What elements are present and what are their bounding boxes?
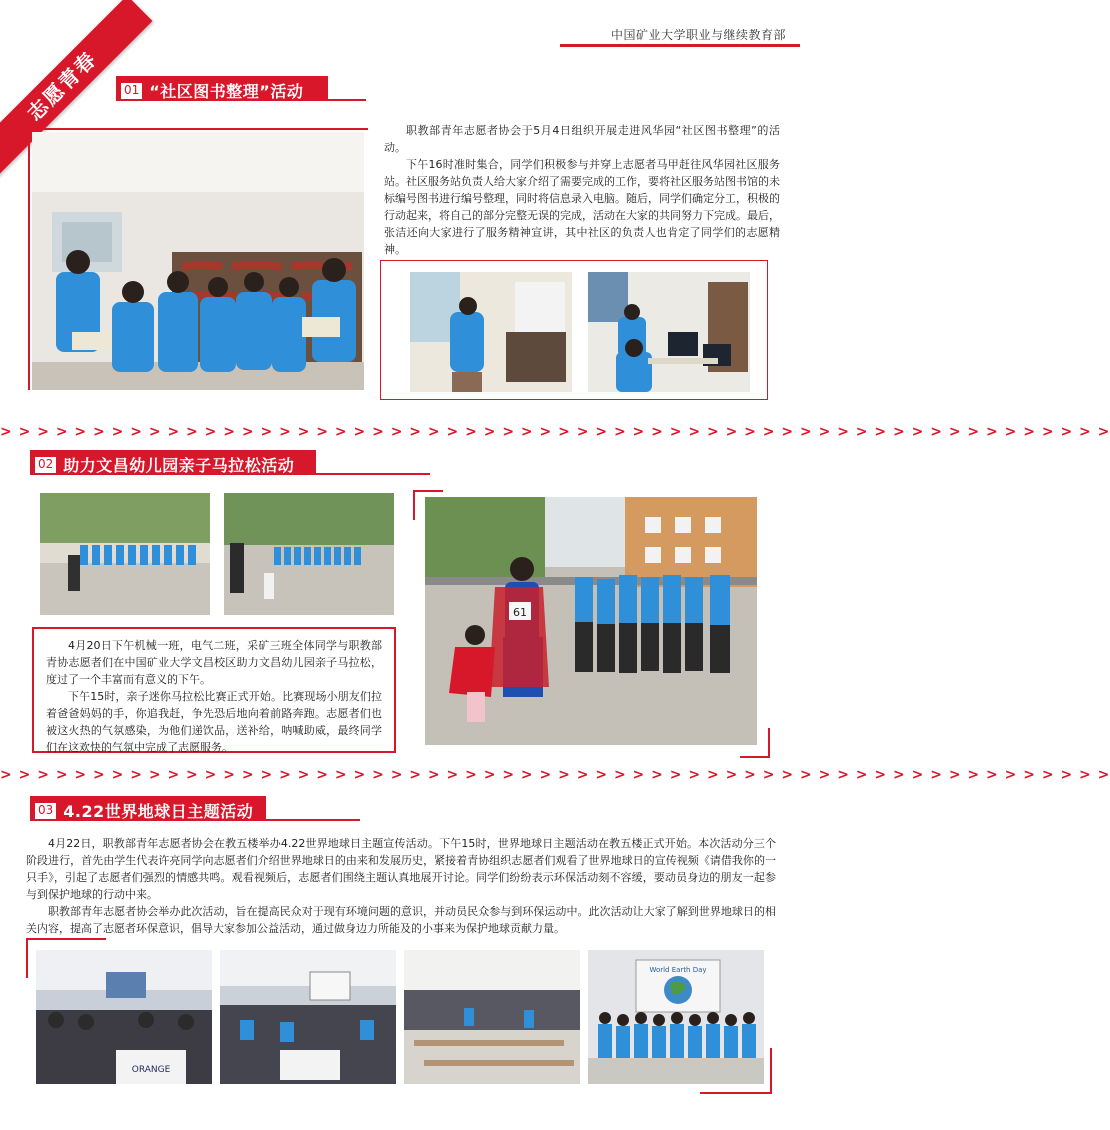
section-divider-1: > > > > > > > > > > > > > > > > > > > > > > > > > > > > > > > > > > > > > > > > > > > > > > > > > > > > > > > > > > > > [0, 424, 1110, 440]
section-3-text [26, 835, 776, 937]
classroom-seated-photo [404, 950, 580, 1084]
section-2-paragraph-1: 4月20日下午机械一班，电气二班，采矿三班全体同学与职教部青协志愿者们在中国矿业大学文昌校区助力文昌幼儿园亲子马拉松，度过了一个丰富而有意义的下午。 [46, 639, 382, 686]
section-2-paragraph-2: 下午15时，亲子迷你马拉松比赛正式开始。比赛现场小朋友们拉着爸爸妈妈的手，你追我赶，争先恐后地向着前路奔跑。志愿者们也被这火热的气氛感染，为他们递饮品，送补给，呐喊助威，最终同学们在这欢快的气氛中完成了志愿服务。 [46, 690, 382, 754]
section-3-paragraph-1: 4月22日，职教部青年志愿者协会在教五楼举办4.22世界地球日主题宣传活动。下午15时，世界地球日主题活动在教五楼正式开始。本次活动分三个阶段进行，首先由学生代表许亮同学向志愿者们介绍世界地球日的由来和发展历史，紧接着青协组织志愿者们观看了世界地球日的宣传视频《请借我你的一只手》，引起了志愿者们强烈的情感共鸣。观看视频后，志愿者们围绕主题认真地展开讨论。同学们纷纷表示环保活动刻不容缓，要动员身边的朋友一起参与到保护地球的行动中来。 [26, 837, 776, 901]
section-1-paragraph-2: 下午16时准时集合，同学们积极参与并穿上志愿者马甲赶往风华园社区服务站。社区服务站负责人给大家介绍了需要完成的工作，要将社区服务站图书馆的未标编号图书进行编号整理，同时将信息录入电脑。随后，同学们确定分工，积极的行动起来，将自己的部分完整无误的完成，活动在大家的共同努力下完成。最后，张洁还向大家进行了服务精神宣讲，其中社区的负责人也肯定了同学们的志愿精神。 [384, 158, 780, 256]
section-1-text [384, 122, 780, 258]
header-rule [560, 44, 800, 47]
classroom-audience-photo-2 [220, 950, 396, 1084]
ribbon-label: 志愿青春 [0, 0, 153, 177]
section-2-title: 助力文昌幼儿园亲子马拉松活动 [63, 456, 295, 475]
section-2-heading [34, 453, 294, 476]
section-3-paragraph-2: 职教部青年志愿者协会举办此次活动，旨在提高民众对于现有环境问题的意识，并动员民众参与到环保运动中。此次活动让大家了解到世界地球日的相关内容，提高了志愿者环保意识，倡导大家参加公益活动，通过做身边力所能及的小事来为保护地球贡献力量。 [26, 905, 776, 935]
superman-parent-running-photo [425, 497, 757, 745]
marathon-lineup-photo-2 [224, 493, 394, 615]
audience-shirt-text: ORANGE [131, 1065, 171, 1075]
classroom-audience-photo-1 [36, 950, 212, 1084]
volunteers-computer-entry-photo [588, 272, 750, 392]
corner-ribbon [0, 0, 140, 140]
section-divider-2: > > > > > > > > > > > > > > > > > > > > > > > > > > > > > > > > > > > > > > > > > > > > > > > > > > > > > > > > > > > > [0, 767, 1110, 783]
section-1-number: 01 [120, 82, 143, 100]
volunteers-group-photo [32, 132, 364, 390]
section-1-heading [120, 79, 303, 102]
section-1-paragraph-1: 职教部青年志愿者协会于5月4日组织开展走进风华园“社区图书整理”的活动。 [384, 124, 780, 154]
earth-day-group-photo [588, 950, 764, 1084]
section-3-number: 03 [34, 802, 57, 820]
section-3-title: 4.22世界地球日主题活动 [63, 802, 254, 821]
earth-day-screen-text: World Earth Day [649, 966, 707, 974]
section-2-number: 02 [34, 456, 57, 474]
marathon-lineup-photo-1 [40, 493, 210, 615]
header-org-name: 中国矿业大学职业与继续教育部 [610, 28, 786, 42]
volunteer-shelving-books-photo [410, 272, 572, 392]
runner-bib-number: 61 [513, 606, 527, 619]
section-1-title: “社区图书整理”活动 [149, 82, 304, 101]
section-2-text-box [32, 627, 396, 753]
section-3-heading [34, 799, 253, 822]
